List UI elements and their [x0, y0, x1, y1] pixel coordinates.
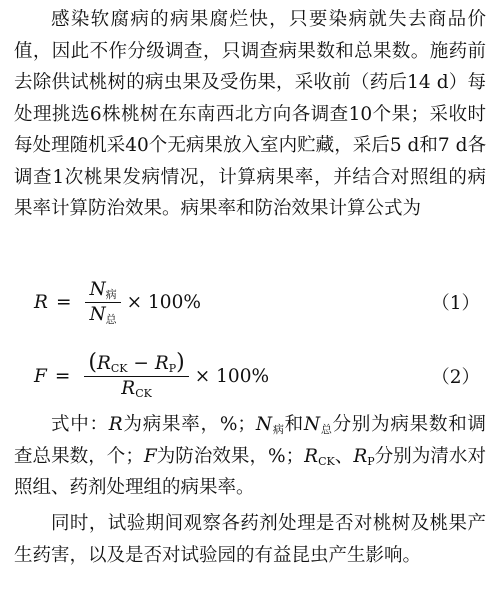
eq2-numerator: $(R_{CK} - R_P)$: [88, 350, 185, 375]
eq1-lhs: R: [34, 291, 48, 313]
eq1-fraction: [85, 278, 120, 327]
eq1-equals: =: [55, 291, 72, 313]
eq2-number: （2）: [431, 367, 480, 388]
eq1-denominator: $N_总$: [89, 303, 117, 326]
eq2-equals: =: [54, 365, 71, 387]
variable-definitions: 式中：R为病果率，%；$N_病$和$N_总$分别为病果数和调查总果数，个；F为防治效果，%；$R_{CK}$、$R_P$分别为清水对照组、药剂处理组的病果率。: [14, 414, 486, 498]
eq1-number: （1）: [431, 293, 480, 314]
eq1-numerator: $N_病$: [89, 278, 117, 301]
eq1-factor: × 100%: [126, 291, 201, 313]
eq2-factor: × 100%: [194, 365, 270, 387]
eq2-lhs: F: [34, 365, 47, 387]
equation-2: [34, 350, 486, 400]
method-paragraph: 感染软腐病的病果腐烂快，只要染病就失去商品价值，因此不作分级调查，只调查病果数和总果数。施药前去除供试桃树的病虫果及受伤果，采收前（药后14 d）每处理挑选6株桃树在东南西北方向各调查10个果；采收时每处理随机采40个无病果放入室内贮藏，采后5 d和7 d各调查1次桃果发病情况，计算病果率，并结合对照组的病果率计算防治效果。病果率和防治效果计算公式为: [14, 9, 486, 219]
safety-observation-paragraph: 同时，试验期间观察各药剂处理是否对桃树及桃果产生药害，以及是否对试验园的有益昆虫产生影响。: [14, 513, 486, 566]
equation-1: [34, 278, 486, 326]
eq2-fraction: [84, 351, 188, 401]
eq2-denominator: $R_{CK}$: [121, 378, 152, 400]
